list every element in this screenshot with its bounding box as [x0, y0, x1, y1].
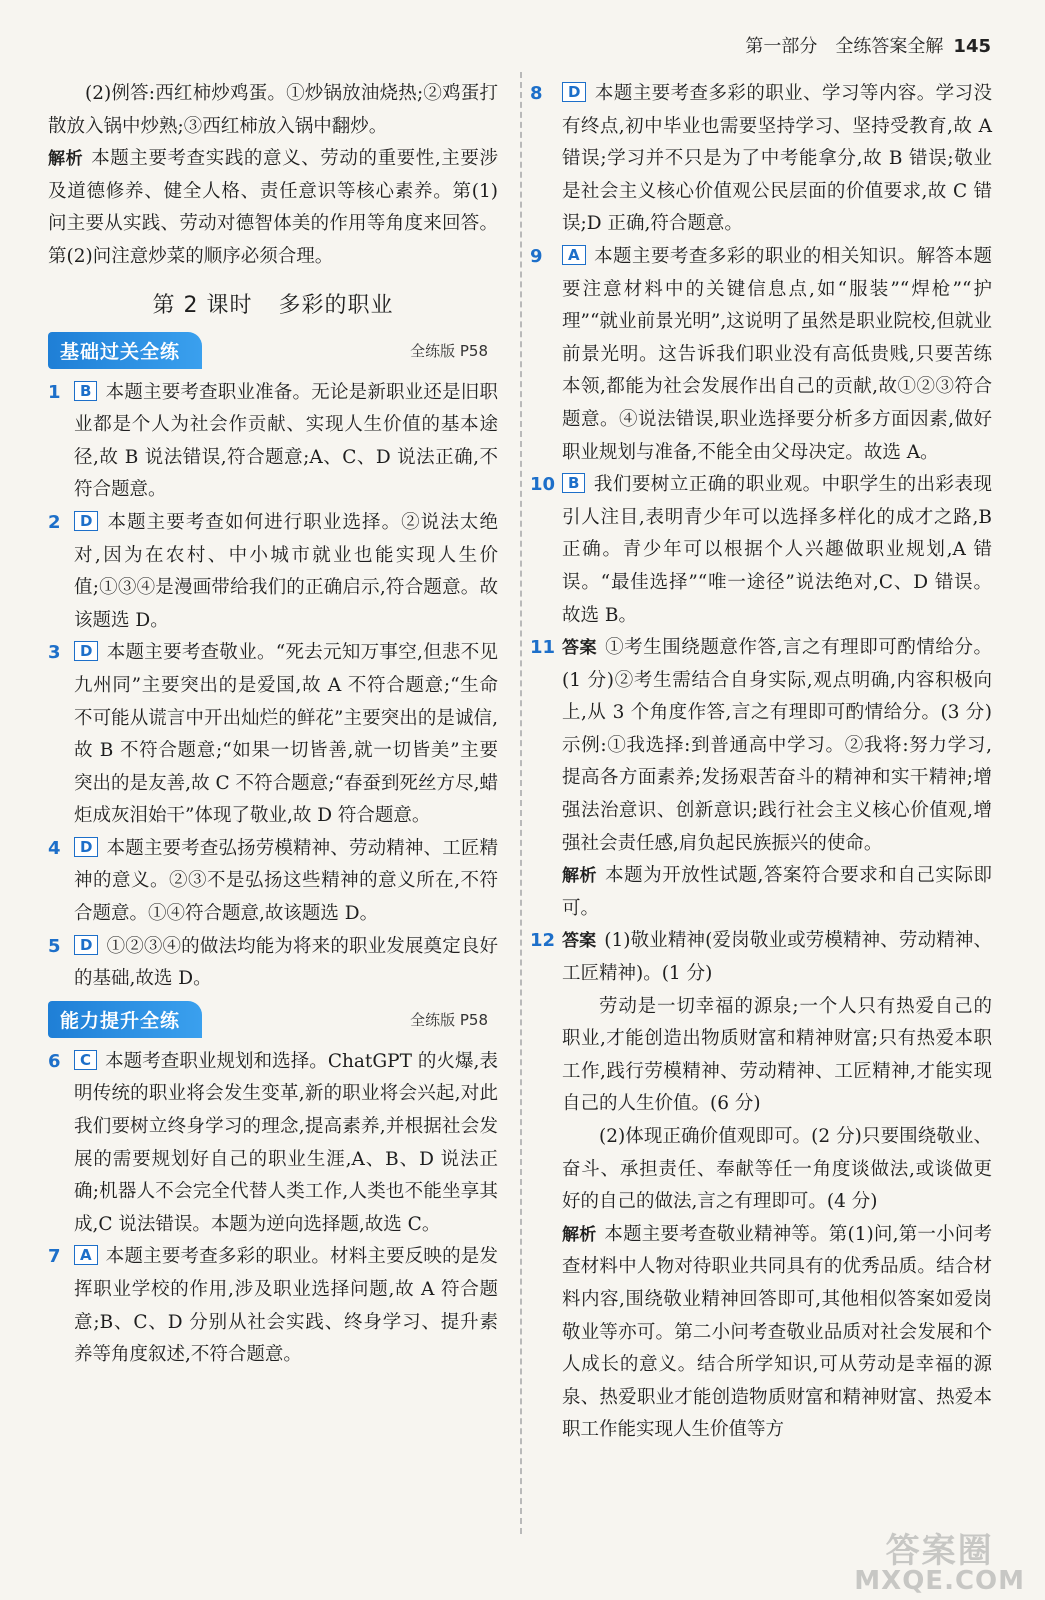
question-number: 6	[48, 1050, 61, 1072]
banner-ref: 全练版 P58	[410, 1011, 488, 1030]
question-10	[530, 469, 992, 632]
answer-box: B	[562, 473, 585, 493]
question-body	[74, 377, 498, 507]
analysis-label: 解析	[562, 866, 598, 887]
question-9	[530, 241, 992, 469]
question-text: ①②③④的做法均能为将来的职业发展奠定良好的基础,故选 D。	[74, 935, 498, 990]
question-4	[48, 833, 498, 931]
lesson-title: 多彩的职业	[278, 292, 394, 318]
answer-box: B	[74, 381, 97, 401]
question-body	[74, 1046, 498, 1242]
question-7	[48, 1241, 498, 1371]
answer-paragraph	[562, 632, 992, 860]
question-1	[48, 377, 498, 507]
lesson-number: 第 2 课时	[152, 292, 253, 318]
question-6	[48, 1046, 498, 1242]
answer-text: ①考生围绕题意作答,言之有理即可酌情给分。(1 分)②考生需结合自身实际,观点明确,内容积极向上,从 3 个角度作答,言之有理即可酌情给分。(3 分)示例:①我选择:到普通高中学习。②我将:努力学习,提高各方面素养;发扬艰苦奋斗的精神和实干精神;增强法治意识、创新意识;践行社会主义核心价值观,增强社会责任感,肩负起民族振兴的使命。	[562, 637, 993, 854]
analysis-text: 本题主要考查敬业精神等。第(1)问,第一小问考查材料中人物对待职业共同具有的优秀品质。结合材料内容,围绕敬业精神回答即可,其他相似答案如爱岗敬业等亦可。第二小问考查敬业品质对社会发展和个人成长的意义。结合所学知识,可从劳动是幸福的源泉、热爱职业才能创造物质财富和精神财富、热爱本职工作能实现人生价值等方	[562, 1223, 992, 1441]
watermark-logo	[854, 1531, 1025, 1596]
answer-label: 答案	[562, 931, 597, 952]
question-2	[48, 507, 498, 637]
question-8	[530, 78, 992, 241]
question-12	[530, 925, 992, 1447]
question-number: 3	[48, 642, 61, 664]
right-column	[530, 78, 992, 1447]
question-number: 2	[48, 511, 61, 533]
answer-box: C	[74, 1050, 97, 1070]
question-number: 1	[48, 381, 61, 403]
question-text: 本题主要考查多彩的职业、学习等内容。学习没有终点,初中毕业也需要坚持学习、坚持受教育,故 A 错误;学习并不只是为了中考能拿分,故 B 错误;敬业是社会主义核心价值观公民层面的价值要求,故 C 错误;D 正确,符合题意。	[562, 83, 992, 235]
left-column	[48, 78, 498, 1372]
question-text: 本题主要考查职业准备。无论是新职业还是旧职业都是个人为社会作贡献、实现人生价值的基本途径,故 B 说法错误,符合题意;A、C、D 说法正确,不符合题意。	[74, 381, 498, 501]
question-body	[562, 925, 992, 1447]
column-divider	[520, 72, 522, 1534]
intro-analysis-text: 本题主要考查实践的意义、劳动的重要性,主要涉及道德修养、健全人格、责任意识等核心素养。第(1)问主要从实践、劳动对德智体美的作用等角度来回答。第(2)问注意炒菜的顺序必须合理。	[48, 148, 498, 267]
analysis-text: 本题为开放性试题,答案符合要求和自己实际即可。	[562, 865, 993, 919]
answer-box: A	[562, 245, 586, 265]
watermark-line2: MXQE.COM	[854, 1566, 1025, 1596]
answer-box: D	[74, 641, 98, 661]
page-header	[745, 32, 991, 58]
question-body	[562, 241, 992, 469]
question-body	[562, 78, 992, 241]
question-body	[74, 931, 498, 996]
question-number: 7	[48, 1246, 61, 1268]
lesson-heading	[48, 288, 498, 319]
question-text: 本题考查职业规划和选择。ChatGPT 的火爆,表明传统的职业将会发生变革,新的职业将会兴起,对此我们要树立终身学习的理念,提高素养,并根据社会发展的需要规划好自己的职业生涯,A、B、D 说法正确;机器人不会完全代替人类工作,人类也不能坐享其成,C 说法错误。本题为逆向选择题,故选 C。	[74, 1050, 498, 1235]
answer-box: D	[562, 82, 586, 102]
analysis-label: 解析	[562, 1224, 597, 1245]
question-body	[562, 632, 992, 925]
watermark-line1: 答案圈	[885, 1531, 994, 1571]
banner-title: 能力提升全练	[48, 1001, 202, 1038]
question-body	[74, 833, 498, 931]
section-banner-basic	[48, 333, 498, 369]
question-text: 我们要树立正确的职业观。中职学生的出彩表现引人注目,表明青少年可以选择多样化的成才之路,B 正确。青少年可以根据个人兴趣做职业规划,A 错误。“最佳选择”“唯一途径”说法绝对,C、D 错误。故选 B。	[562, 474, 992, 626]
analysis-paragraph	[562, 860, 992, 925]
question-number: 9	[530, 245, 543, 267]
answer-box: A	[74, 1245, 98, 1265]
answer-box: D	[74, 511, 98, 531]
question-number: 12	[530, 930, 556, 952]
question-11	[530, 632, 992, 925]
question-text: 本题主要考查多彩的职业。材料主要反映的是发挥职业学校的作用,涉及职业选择问题,故 A 符合题意;B、C、D 分别从社会实践、终身学习、提升素养等角度叙述,不符合题意。	[74, 1246, 498, 1366]
section-banner-advanced	[48, 1002, 498, 1038]
question-body	[74, 637, 498, 833]
intro-answer: (2)例答:西红柿炒鸡蛋。①炒锅放油烧热;②鸡蛋打散放入锅中炒熟;③西红柿放入锅中翻炒。	[48, 83, 498, 137]
answer-text: (1)敬业精神(爱岗敬业或劳模精神、劳动精神、工匠精神)。(1 分)	[562, 930, 992, 985]
header-section: 第一部分 全练答案全解	[745, 36, 944, 57]
question-number: 11	[530, 637, 556, 659]
page-number: 145	[953, 36, 991, 57]
question-text: 本题主要考查弘扬劳模精神、劳动精神、工匠精神的意义。②③不是弘扬这些精神的意义所在,不符合题意。①④符合题意,故该题选 D。	[74, 837, 498, 925]
analysis-paragraph	[562, 1219, 992, 1447]
banner-title: 基础过关全练	[48, 332, 202, 369]
answer-paragraph-3: (2)体现正确价值观即可。(2 分)只要围绕敬业、奋斗、承担责任、奉献等任一角度谈做法,或谈做更好的自己的做法,言之有理即可。(4 分)	[562, 1126, 992, 1213]
question-body	[74, 1241, 498, 1371]
question-3	[48, 637, 498, 833]
question-number: 8	[530, 83, 543, 104]
question-text: 本题主要考查敬业。“死去元知万事空,但悲不见九州同”主要突出的是爱国,故 A 不符合题意;“生命不可能从谎言中开出灿烂的鲜花”主要突出的是诚信,故 B 不符合题意;“如果一切皆善,就一切皆美”主要突出的是友善,故 C 不符合题意;“春蚕到死丝方尽,蜡炬成灰泪始干”体现了敬业,故 D 符合题意。	[74, 642, 498, 827]
question-body	[562, 469, 992, 632]
answer-box: D	[74, 935, 98, 955]
question-text: 本题主要考查多彩的职业的相关知识。解答本题要注意材料中的关键信息点,如“服装”“焊枪”“护理”“就业前景光明”,这说明了虽然是职业院校,但就业前景光明。这告诉我们职业没有高低贵贱,只要苦练本领,都能为社会发展作出自己的贡献,故①②③符合题意。④说法错误,职业选择要分析多方面因素,做好职业规划与准备,不能全由父母决定。故选 A。	[562, 245, 992, 463]
intro-analysis	[48, 143, 498, 273]
question-number: 4	[48, 837, 61, 859]
question-text: 本题主要考查如何进行职业选择。②说法太绝对,因为在农村、中小城市就业也能实现人生价值;①③④是漫画带给我们的正确启示,符合题意。故该题选 D。	[74, 511, 498, 631]
answer-label: 答案	[562, 638, 598, 659]
question-number: 10	[530, 474, 556, 496]
answer-box: D	[74, 837, 98, 857]
analysis-label: 解析	[48, 149, 84, 170]
question-5	[48, 931, 498, 996]
question-number: 5	[48, 935, 61, 957]
answer-paragraph-2: 劳动是一切幸福的源泉;一个人只有热爱自己的职业,才能创造出物质财富和精神财富;只有热爱本职工作,践行劳模精神、劳动精神、工匠精神,才能实现自己的人生价值。(6 分)	[562, 995, 992, 1115]
banner-ref: 全练版 P58	[410, 342, 488, 361]
question-body	[74, 507, 498, 637]
answer-paragraph	[562, 925, 992, 990]
